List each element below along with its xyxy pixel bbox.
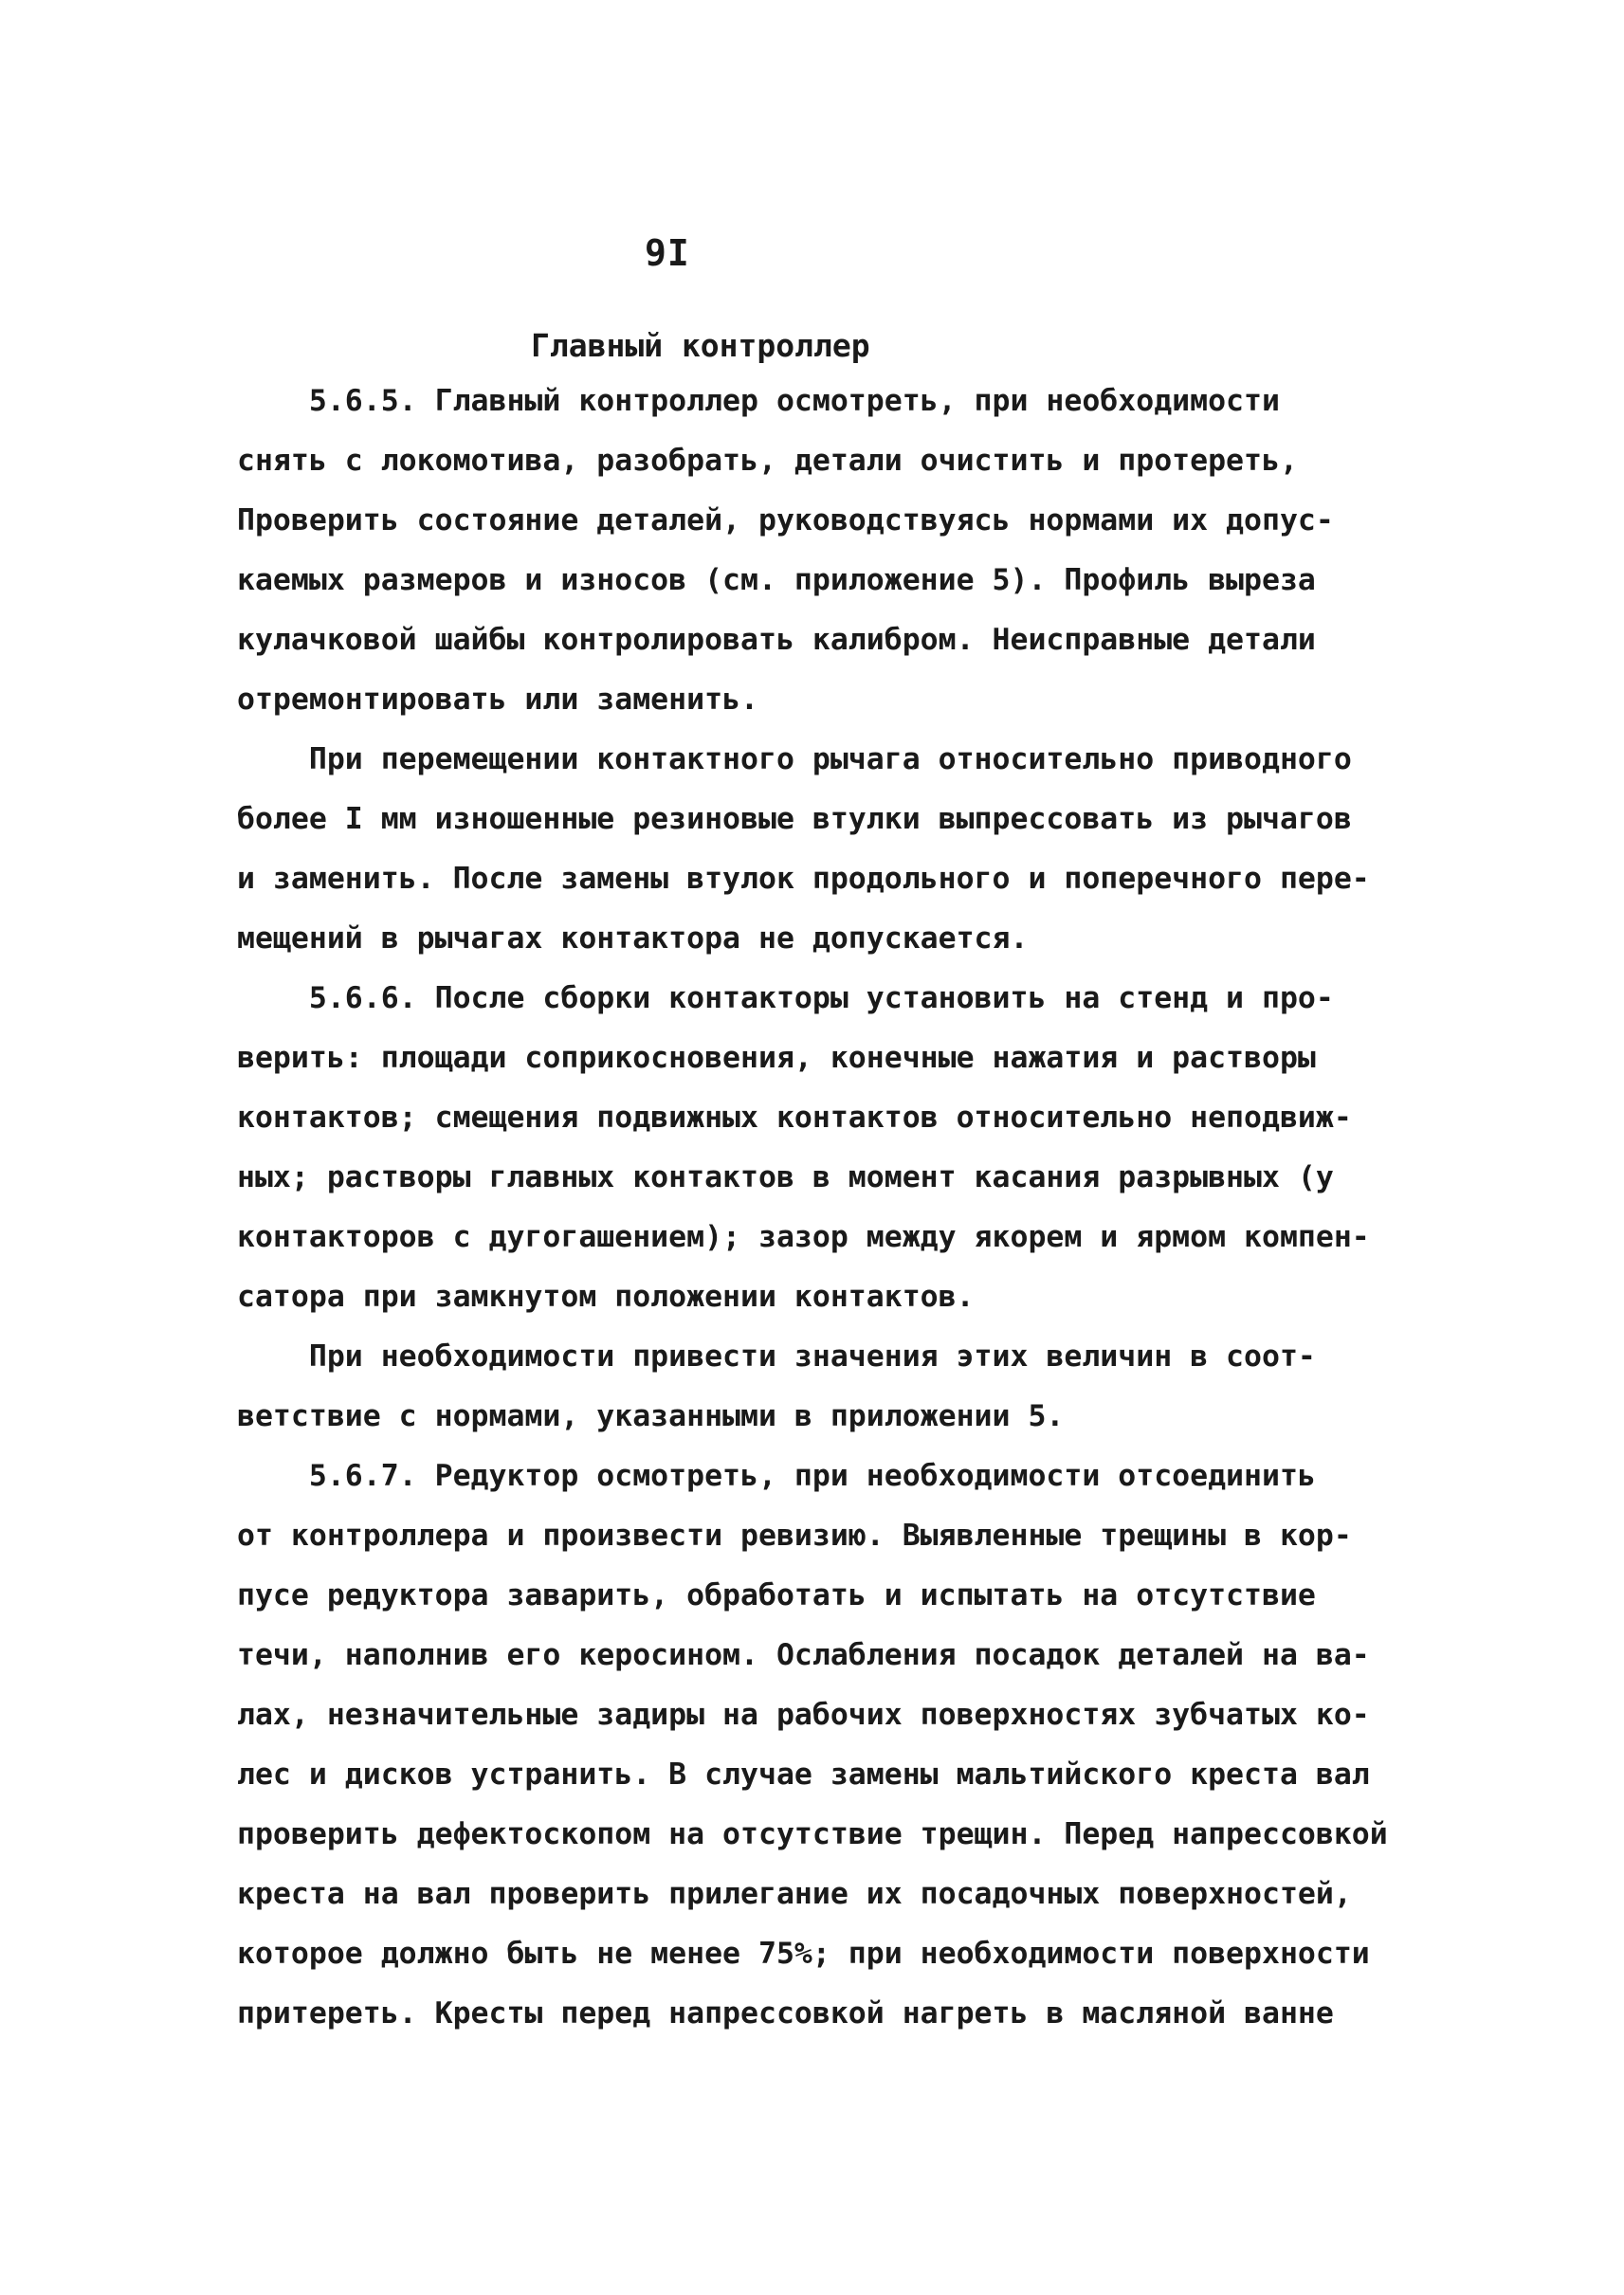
text-line: от контроллера и произвести ревизию. Выявленные трещины в кор- <box>237 1519 1352 1553</box>
text-line: ных; растворы главных контактов в момент касания разрывных (у <box>237 1160 1334 1194</box>
text-line: При перемещении контактного рычага относительно приводного <box>237 742 1352 776</box>
text-line: лес и дисков устранить. В случае замены мальтийского креста вал <box>237 1758 1370 1792</box>
text-line: При необходимости привести значения этих величин в соот- <box>237 1339 1316 1374</box>
text-line: мещений в рычагах контактора не допускается. <box>237 921 1029 956</box>
text-line: 5.6.6. После сборки контакторы установить на стенд и про- <box>237 981 1334 1015</box>
text-line: сатора при замкнутом положении контактов. <box>237 1280 975 1314</box>
text-line: проверить дефектоскопом на отсутствие трещин. Перед напрессовкой <box>237 1817 1388 1851</box>
section-title: Главный контроллер <box>531 327 870 364</box>
text-line: которое должно быть не менее 75%; при необходимости поверхности <box>237 1937 1370 1971</box>
text-line: и заменить. После замены втулок продольного и поперечного пере- <box>237 862 1370 896</box>
text-line: 5.6.7. Редуктор осмотреть, при необходимости отсоединить <box>237 1459 1316 1493</box>
page-number: 9I <box>645 232 690 274</box>
text-line: отремонтировать или заменить. <box>237 683 758 717</box>
text-line: 5.6.5. Главный контроллер осмотреть, при необходимости <box>237 384 1280 418</box>
text-line: верить: площади соприкосновения, конечные нажатия и растворы <box>237 1041 1316 1075</box>
text-line: контактов; смещения подвижных контактов относительно неподвиж- <box>237 1101 1352 1135</box>
text-line: контакторов с дугогашением); зазор между якорем и ярмом компен- <box>237 1220 1370 1254</box>
text-line: снять с локомотива, разобрать, детали очистить и протереть, <box>237 444 1298 478</box>
text-line: кулачковой шайбы контролировать калибром. Неисправные детали <box>237 623 1316 657</box>
text-line: Проверить состояние деталей, руководствуясь нормами их допус- <box>237 503 1334 537</box>
text-line: ветствие с нормами, указанными в приложении 5. <box>237 1399 1065 1433</box>
text-line: течи, наполнив его керосином. Ослабления посадок деталей на ва- <box>237 1638 1370 1672</box>
text-line: пусе редуктора заварить, обработать и испытать на отсутствие <box>237 1578 1316 1612</box>
text-line: каемых размеров и износов (см. приложение 5). Профиль выреза <box>237 563 1316 597</box>
text-line: притереть. Кресты перед напрессовкой нагреть в масляной ванне <box>237 1996 1334 2031</box>
text-line: более I мм изношенные резиновые втулки выпрессовать из рычагов <box>237 802 1352 836</box>
text-line: креста на вал проверить прилегание их посадочных поверхностей, <box>237 1877 1352 1911</box>
text-line: лах, незначительные задиры на рабочих поверхностях зубчатых ко- <box>237 1698 1370 1732</box>
